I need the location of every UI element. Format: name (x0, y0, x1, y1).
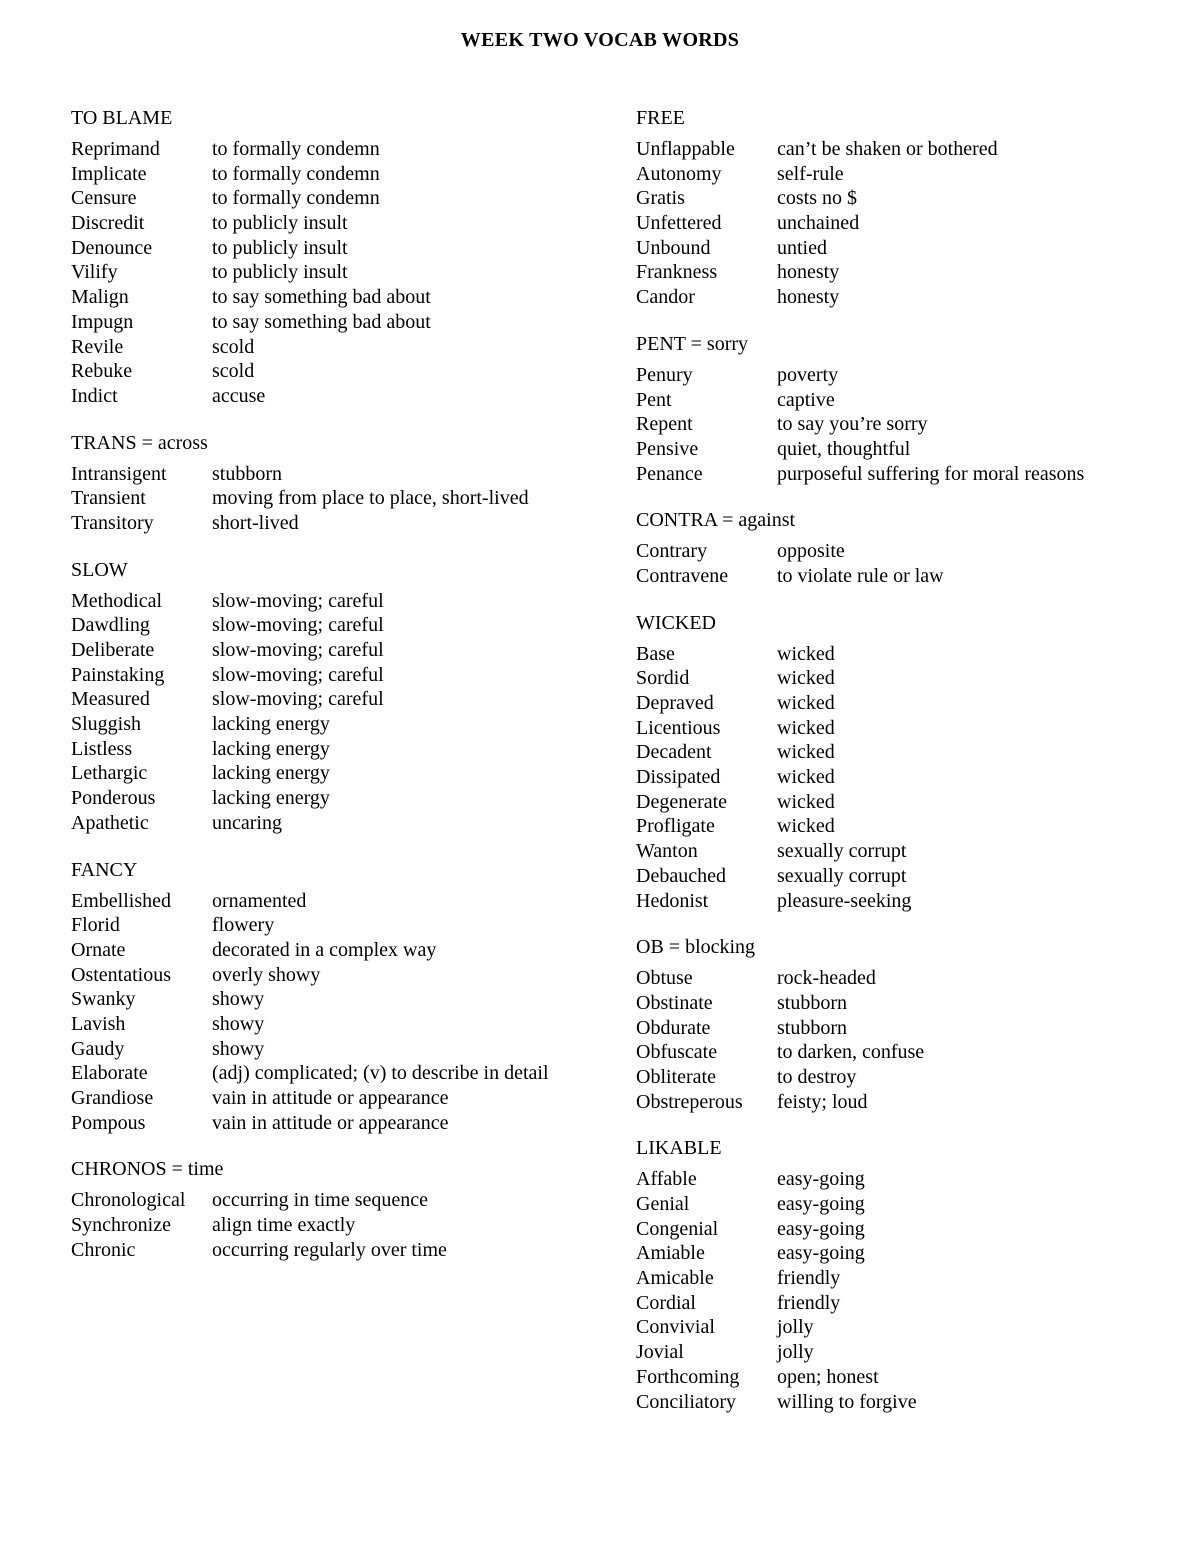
vocab-word: Ornate (71, 938, 126, 961)
vocab-entry (71, 1188, 591, 1213)
vocab-entry (636, 1390, 1156, 1415)
vocab-section-ob-blocking (636, 935, 1156, 1114)
left-column (71, 106, 591, 1284)
vocab-definition: moving from place to place, short-lived (212, 487, 529, 510)
vocab-section-to-blame (71, 106, 591, 409)
vocab-entry (71, 186, 591, 211)
section-heading: OB = blocking (636, 936, 756, 959)
vocab-entry (71, 638, 591, 663)
vocab-definition: to destroy (777, 1065, 857, 1088)
vocab-definition: easy-going (777, 1193, 865, 1215)
vocab-word: Elaborate (71, 1062, 148, 1085)
section-heading: CHRONOS = time (71, 1158, 224, 1181)
vocab-definition: occurring in time sequence (212, 1189, 429, 1212)
section-heading: TO BLAME (71, 107, 173, 129)
vocab-word: Transitory (71, 511, 154, 534)
vocab-entry (71, 260, 591, 285)
vocab-definition: lacking energy (212, 762, 330, 785)
vocab-word: Lavish (71, 1012, 126, 1035)
vocab-definition: wicked (777, 692, 835, 714)
vocab-section-likable (636, 1136, 1156, 1414)
vocab-definition: uncaring (212, 811, 282, 834)
vocab-entry (71, 1061, 591, 1086)
page-title: WEEK TWO VOCAB WORDS (460, 29, 740, 51)
vocab-definition: to formally condemn (212, 138, 380, 160)
vocab-definition: lacking energy (212, 787, 330, 810)
vocab-word: Apathetic (71, 811, 149, 834)
vocab-word: Swanky (71, 988, 136, 1011)
vocab-word: Unbound (636, 236, 711, 259)
vocab-definition: to publicly insult (212, 236, 348, 259)
vocab-entry (71, 511, 591, 536)
vocab-definition: scold (212, 360, 255, 383)
vocab-entry (71, 1213, 591, 1238)
vocab-definition: quiet, thoughtful (777, 437, 911, 460)
vocab-word: Painstaking (71, 663, 165, 686)
vocab-entry (636, 991, 1156, 1016)
vocab-word: Licentious (636, 716, 721, 739)
vocab-entry (636, 1266, 1156, 1291)
vocab-word: Rebuke (71, 360, 133, 383)
vocab-definition: captive (777, 388, 835, 411)
vocab-word: Transient (71, 487, 146, 510)
vocab-entry (71, 786, 591, 811)
vocab-word: Florid (71, 914, 120, 937)
vocab-word: Pompous (71, 1111, 146, 1134)
vocab-definition: to publicly insult (212, 212, 348, 235)
section-heading: FREE (636, 107, 685, 129)
vocab-word: Sluggish (71, 713, 142, 736)
vocab-entry (71, 310, 591, 335)
vocab-word: Ostentatious (71, 963, 171, 986)
vocab-definition: to say you’re sorry (777, 413, 928, 436)
vocab-entry (636, 1340, 1156, 1365)
section-heading: PENT = sorry (636, 332, 749, 355)
vocab-entry (636, 1090, 1156, 1115)
vocab-section-free (636, 106, 1156, 310)
vocab-entry (71, 987, 591, 1012)
vocab-entry (71, 761, 591, 786)
vocab-word: Conciliatory (636, 1390, 736, 1413)
vocab-entry (636, 462, 1156, 487)
vocab-entry (636, 1192, 1156, 1217)
vocab-entry (636, 412, 1156, 437)
vocab-entry (636, 1040, 1156, 1065)
vocab-entry (636, 1217, 1156, 1242)
vocab-word: Convivial (636, 1316, 715, 1339)
vocab-definition: willing to forgive (777, 1390, 917, 1413)
vocab-word: Gaudy (71, 1037, 125, 1060)
vocab-word: Malign (71, 286, 129, 309)
vocab-word: Dawdling (71, 614, 150, 637)
vocab-definition: sexually corrupt (777, 864, 907, 887)
section-heading: FANCY (71, 858, 138, 881)
vocab-definition: align time exactly (212, 1214, 356, 1237)
vocab-word: Chronic (71, 1238, 136, 1261)
vocab-word: Depraved (636, 692, 714, 714)
vocab-entry (636, 790, 1156, 815)
vocab-word: Contravene (636, 564, 729, 587)
vocab-definition: wicked (777, 741, 835, 764)
vocab-definition: stubborn (777, 991, 847, 1014)
vocab-word: Measured (71, 688, 150, 711)
vocab-word: Unflappable (636, 138, 735, 160)
vocab-definition: stubborn (212, 462, 282, 485)
vocab-entry (71, 486, 591, 511)
vocab-entry (636, 889, 1156, 914)
vocab-entry (71, 687, 591, 712)
section-heading: TRANS = across (71, 431, 208, 454)
vocab-entry (71, 589, 591, 614)
vocab-entry (636, 539, 1156, 564)
vocab-word: Deliberate (71, 639, 155, 661)
vocab-definition: decorated in a complex way (212, 938, 437, 961)
vocab-definition: to darken, confuse (777, 1041, 925, 1064)
vocab-definition: lacking energy (212, 713, 330, 736)
vocab-entry (71, 1086, 591, 1111)
vocab-entry (71, 613, 591, 638)
vocab-word: Penance (636, 462, 703, 485)
vocab-word: Obliterate (636, 1065, 716, 1088)
vocab-entry (71, 162, 591, 187)
vocab-definition: to formally condemn (212, 162, 380, 185)
vocab-section-fancy (71, 858, 591, 1136)
vocab-definition: occurring regularly over time (212, 1238, 447, 1261)
vocab-definition: untied (777, 236, 827, 259)
vocab-word: Decadent (636, 741, 712, 764)
vocab-definition: friendly (777, 1267, 841, 1290)
vocab-definition: sexually corrupt (777, 840, 907, 863)
vocab-definition: purposeful suffering for moral reasons (777, 462, 1085, 485)
vocab-entry (71, 462, 591, 487)
vocab-entry (71, 663, 591, 688)
vocab-definition: slow-moving; careful (212, 589, 384, 612)
vocab-definition: wicked (777, 667, 835, 690)
vocab-entry (636, 236, 1156, 261)
vocab-word: Unfettered (636, 212, 722, 235)
vocab-definition: wicked (777, 642, 835, 665)
vocab-entry (636, 1365, 1156, 1390)
vocab-definition: jolly (777, 1316, 814, 1339)
vocab-entry (71, 1238, 591, 1263)
vocab-definition: ornamented (212, 889, 307, 912)
vocab-definition: showy (212, 1037, 265, 1060)
vocab-entry (636, 716, 1156, 741)
vocab-definition: rock-headed (777, 967, 876, 990)
vocab-entry (636, 666, 1156, 691)
vocab-word: Hedonist (636, 889, 709, 912)
vocab-word: Ponderous (71, 787, 156, 810)
vocab-word: Forthcoming (636, 1365, 740, 1388)
vocab-entry (636, 1167, 1156, 1192)
vocab-entry (636, 186, 1156, 211)
vocab-word: Grandiose (71, 1087, 154, 1109)
vocab-definition: scold (212, 335, 255, 358)
vocab-entry (636, 765, 1156, 790)
vocab-definition: costs no $ (777, 187, 857, 210)
section-heading: WICKED (636, 611, 716, 634)
vocab-word: Revile (71, 335, 124, 358)
vocab-entry (71, 384, 591, 409)
vocab-entry (636, 211, 1156, 236)
vocab-word: Candor (636, 286, 695, 309)
vocab-word: Affable (636, 1168, 697, 1191)
vocab-entry (71, 236, 591, 261)
vocab-definition: wicked (777, 815, 835, 838)
vocab-definition: vain in attitude or appearance (212, 1087, 449, 1109)
vocab-word: Autonomy (636, 162, 722, 185)
vocab-word: Pent (636, 388, 672, 411)
vocab-word: Degenerate (636, 790, 728, 813)
vocab-word: Embellished (71, 889, 171, 912)
vocab-word: Jovial (636, 1341, 684, 1364)
vocab-definition: can’t be shaken or bothered (777, 138, 998, 160)
vocab-definition: jolly (777, 1341, 814, 1364)
vocab-section-wicked (636, 611, 1156, 914)
vocab-definition: overly showy (212, 963, 321, 986)
vocab-definition: showy (212, 988, 265, 1011)
vocab-entry (636, 839, 1156, 864)
vocab-section-trans-across (71, 431, 591, 536)
vocab-word: Amicable (636, 1267, 714, 1290)
vocab-definition: to formally condemn (212, 187, 380, 210)
vocab-definition: to say something bad about (212, 286, 431, 309)
vocab-word: Frankness (636, 261, 718, 284)
vocab-word: Contrary (636, 540, 708, 563)
vocab-word: Pensive (636, 437, 699, 460)
vocab-definition: short-lived (212, 511, 299, 534)
vocab-definition: vain in attitude or appearance (212, 1111, 449, 1134)
vocab-entry (636, 285, 1156, 310)
vocab-entry (71, 137, 591, 162)
vocab-word: Vilify (71, 261, 118, 284)
vocab-word: Obstreperous (636, 1090, 743, 1113)
vocab-definition: open; honest (777, 1365, 879, 1388)
vocab-definition: pleasure-seeking (777, 889, 912, 912)
vocab-entry (71, 712, 591, 737)
vocab-word: Obstinate (636, 991, 713, 1014)
vocab-entry (636, 1065, 1156, 1090)
vocab-word: Genial (636, 1193, 690, 1215)
section-heading: CONTRA = against (636, 509, 796, 532)
vocab-entry (71, 913, 591, 938)
vocab-entry (636, 740, 1156, 765)
vocab-word: Base (636, 642, 675, 665)
vocab-word: Dissipated (636, 766, 721, 789)
vocab-entry (71, 1012, 591, 1037)
vocab-word: Denounce (71, 236, 153, 259)
vocab-word: Amiable (636, 1242, 705, 1265)
vocab-entry (636, 1241, 1156, 1266)
vocab-definition: unchained (777, 212, 860, 235)
vocab-word: Cordial (636, 1291, 696, 1314)
vocab-section-slow (71, 558, 591, 836)
vocab-word: Lethargic (71, 762, 148, 785)
vocab-entry (636, 642, 1156, 667)
vocab-definition: easy-going (777, 1217, 865, 1240)
vocab-word: Debauched (636, 864, 726, 887)
vocab-definition: (adj) complicated; (v) to describe in detail (212, 1062, 549, 1085)
vocab-definition: accuse (212, 384, 266, 407)
vocab-entry (636, 162, 1156, 187)
vocab-entry (71, 938, 591, 963)
section-heading: LIKABLE (636, 1137, 722, 1160)
vocab-entry (636, 260, 1156, 285)
vocab-entry (636, 1016, 1156, 1041)
vocab-word: Impugn (71, 310, 134, 333)
vocab-definition: wicked (777, 716, 835, 739)
vocab-entry (636, 966, 1156, 991)
vocab-word: Obtuse (636, 967, 693, 990)
vocab-definition: stubborn (777, 1016, 847, 1039)
vocab-word: Synchronize (71, 1214, 171, 1237)
vocab-definition: flowery (212, 914, 275, 937)
vocab-entry (636, 1315, 1156, 1340)
vocab-definition: wicked (777, 766, 835, 789)
vocab-entry (71, 963, 591, 988)
vocab-definition: showy (212, 1012, 265, 1035)
vocab-definition: honesty (777, 261, 840, 284)
vocab-section-pent-sorry (636, 332, 1156, 486)
vocab-entry (71, 359, 591, 384)
vocab-word: Indict (71, 384, 118, 407)
vocab-word: Discredit (71, 212, 145, 235)
vocab-word: Repent (636, 413, 693, 436)
vocab-entry (71, 285, 591, 310)
vocab-definition: self-rule (777, 162, 844, 185)
vocab-definition: slow-moving; careful (212, 663, 384, 686)
vocab-word: Profligate (636, 815, 715, 838)
vocab-entry (71, 811, 591, 836)
vocab-word: Sordid (636, 667, 690, 690)
vocab-entry (636, 437, 1156, 462)
vocab-section-contra-against (636, 508, 1156, 588)
vocab-definition: honesty (777, 286, 840, 309)
vocab-word: Chronological (71, 1189, 186, 1212)
vocab-definition: opposite (777, 540, 845, 563)
vocab-definition: lacking energy (212, 737, 330, 760)
vocab-entry (636, 814, 1156, 839)
vocab-entry (636, 864, 1156, 889)
vocab-word: Obfuscate (636, 1041, 718, 1064)
right-column (636, 106, 1156, 1436)
vocab-word: Penury (636, 363, 693, 386)
vocab-word: Obdurate (636, 1016, 711, 1039)
vocab-entry (71, 1111, 591, 1136)
vocab-word: Congenial (636, 1217, 719, 1240)
vocab-entry (71, 1037, 591, 1062)
vocab-entry (71, 737, 591, 762)
vocab-definition: feisty; loud (777, 1090, 868, 1113)
vocab-entry (71, 335, 591, 360)
vocab-word: Listless (71, 737, 133, 760)
vocab-word: Censure (71, 187, 137, 210)
vocab-entry (636, 564, 1156, 589)
vocab-word: Wanton (636, 840, 698, 863)
vocab-word: Gratis (636, 187, 685, 210)
vocab-entry (71, 211, 591, 236)
vocab-entry (71, 889, 591, 914)
vocab-entry (636, 1291, 1156, 1316)
vocab-definition: easy-going (777, 1242, 865, 1265)
vocab-word: Reprimand (71, 138, 160, 160)
vocab-entry (636, 363, 1156, 388)
vocab-definition: wicked (777, 790, 835, 813)
vocab-definition: easy-going (777, 1168, 865, 1191)
vocab-section-chronos-time (71, 1157, 591, 1262)
vocab-word: Methodical (71, 589, 163, 612)
vocab-definition: to publicly insult (212, 261, 348, 284)
vocab-word: Implicate (71, 162, 147, 185)
vocab-entry (636, 388, 1156, 413)
vocab-entry (636, 691, 1156, 716)
vocab-definition: slow-moving; careful (212, 614, 384, 637)
vocab-definition: to say something bad about (212, 310, 431, 333)
vocab-definition: slow-moving; careful (212, 688, 384, 711)
vocab-word: Intransigent (71, 462, 167, 485)
vocab-definition: poverty (777, 363, 839, 386)
vocab-definition: to violate rule or law (777, 564, 944, 587)
section-heading: SLOW (71, 558, 128, 581)
vocab-definition: friendly (777, 1291, 841, 1314)
vocab-entry (636, 137, 1156, 162)
vocab-definition: slow-moving; careful (212, 639, 384, 661)
